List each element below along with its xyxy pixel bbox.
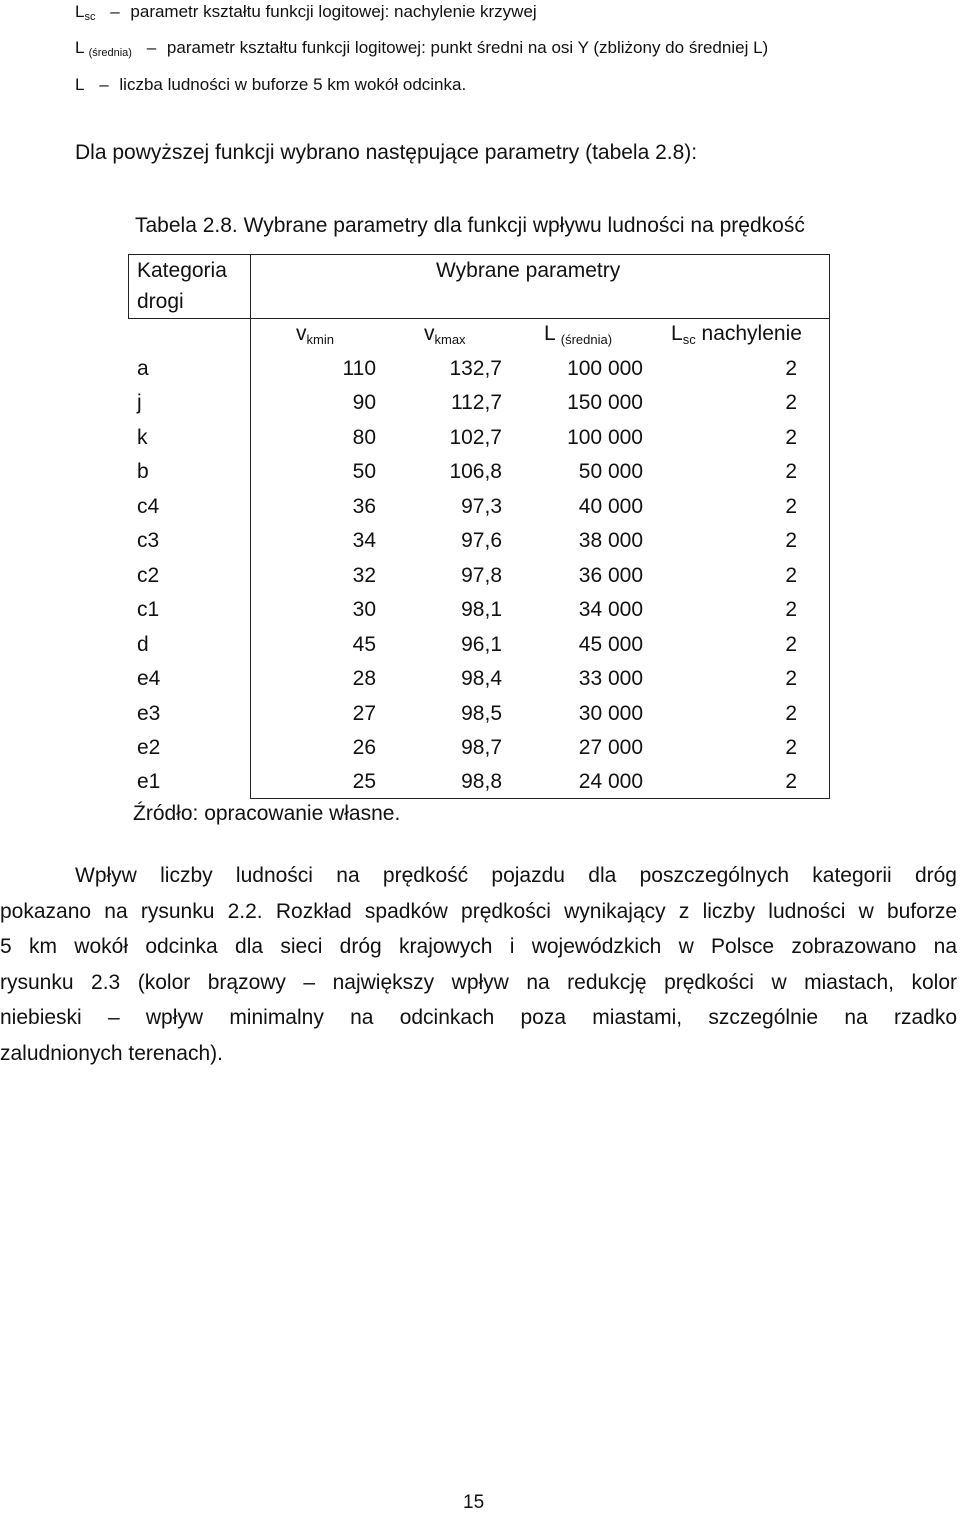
cell-vkmin: 36 <box>352 494 376 518</box>
cell-lsr: 33 000 <box>578 667 643 691</box>
cell-vkmin: 110 <box>342 357 376 380</box>
header-group: Wybrane parametry <box>436 259 621 282</box>
table-border-header <box>128 318 830 319</box>
cell-lsc: 2 <box>785 701 797 725</box>
cell-lsc: 2 <box>785 770 797 794</box>
symbol: L $_{(średnia)}$ <box>75 38 132 59</box>
cell-vkmax: 112,7 <box>451 391 502 415</box>
cell-lsr: 150 000 <box>567 391 643 415</box>
cell-vkmax: 102,7 <box>449 425 502 449</box>
cell-vkmax: 97,6 <box>461 529 502 553</box>
cell-vkmin: 80 <box>352 425 376 449</box>
subheader-lsrednia: L (średnia) <box>544 322 613 347</box>
table-border-right <box>829 254 830 799</box>
cell-lsc: 2 <box>785 425 797 449</box>
subheader-lsc: Lsc nachylenie <box>671 322 802 347</box>
definition-l: L – liczba ludności w buforze 5 km wokół odcinka. <box>75 75 467 94</box>
header-category-line2: drogi <box>137 290 184 313</box>
cell-vkmin: 28 <box>352 667 376 691</box>
cell-vkmin: 50 <box>352 460 376 484</box>
cell-cat: e3 <box>137 701 161 725</box>
cell-vkmax: 98,7 <box>461 735 502 759</box>
cell-lsc: 2 <box>785 357 797 380</box>
cell-cat: c1 <box>137 598 160 622</box>
cell-vkmax: 132,7 <box>449 357 502 380</box>
cell-cat: b <box>137 460 149 484</box>
cell-lsc: 2 <box>785 632 797 656</box>
cell-cat: e2 <box>137 735 161 759</box>
table-source: Źródło: opracowanie własne. <box>133 802 401 825</box>
cell-vkmin: 34 <box>352 529 376 553</box>
cell-cat: d <box>137 632 149 656</box>
definition-text: parametr kształtu funkcji logitowej: punkt średni na osi Y (zbliżony do średniej L) <box>166 38 769 57</box>
cell-vkmax: 98,4 <box>461 667 502 691</box>
cell-vkmax: 97,3 <box>461 494 502 518</box>
cell-lsr: 24 000 <box>578 770 643 794</box>
page-number: 15 <box>463 1492 485 1513</box>
cell-vkmin: 26 <box>352 735 376 759</box>
cell-lsr: 40 000 <box>578 494 643 518</box>
cell-vkmax: 98,5 <box>461 701 502 725</box>
cell-lsr: 38 000 <box>578 529 643 553</box>
cell-lsc: 2 <box>785 735 797 759</box>
paragraph-line: pokazano na rysunku 2.2. Rozkład spadków prędkości wynikający z liczby ludności w buforze <box>0 899 957 923</box>
cell-vkmin: 27 <box>352 701 376 725</box>
subheader-vkmin: vkmin <box>296 322 334 347</box>
cell-lsr: 45 000 <box>578 632 643 656</box>
symbol: L <box>75 75 85 94</box>
cell-lsc: 2 <box>785 494 797 518</box>
cell-vkmax: 98,8 <box>461 770 502 794</box>
cell-lsr: 30 000 <box>578 701 643 725</box>
paragraph-line: 5 km wokół odcinka dla sieci dróg krajowych i wojewódzkich w Polsce zobrazowano na <box>0 935 957 959</box>
cell-lsr: 36 000 <box>578 563 643 587</box>
cell-vkmax: 98,1 <box>461 598 502 622</box>
paragraph-line: niebieski – wpływ minimalny na odcinkach poza miastami, szczególnie na rzadko <box>0 1006 957 1030</box>
cell-lsr: 100 000 <box>567 357 643 380</box>
table-border-bottom <box>250 798 830 799</box>
cell-cat: c3 <box>137 529 160 553</box>
table-border-divider <box>250 254 251 799</box>
cell-vkmax: 96,1 <box>461 632 502 656</box>
cell-lsc: 2 <box>785 529 797 553</box>
definition-text: liczba ludności w buforze 5 km wokół odcinka. <box>119 75 467 94</box>
definition-lsrednia: L $_{(średnia)}$ – parametr kształtu funkcji logitowej: punkt średni na osi Y (zbliżony do średniej L) <box>75 38 768 63</box>
cell-vkmax: 97,8 <box>461 563 502 587</box>
cell-vkmin: 45 <box>352 632 376 656</box>
cell-vkmin: 32 <box>352 563 376 587</box>
cell-lsc: 2 <box>785 667 797 691</box>
cell-cat: e4 <box>137 667 161 691</box>
table-caption: Tabela 2.8. Wybrane parametry dla funkcji wpływu ludności na prędkość <box>135 214 805 237</box>
table-border-top <box>128 254 830 255</box>
cell-lsc: 2 <box>785 563 797 587</box>
paragraph-line: Wpływ liczby ludności na prędkość pojazdu dla poszczególnych kategorii dróg <box>75 864 957 887</box>
cell-cat: j <box>137 391 142 415</box>
cell-lsr: 50 000 <box>578 460 643 484</box>
intro-text: Dla powyższej funkcji wybrano następujące parametry (tabela 2.8): <box>75 141 698 164</box>
cell-lsr: 100 000 <box>567 425 643 449</box>
cell-lsc: 2 <box>785 460 797 484</box>
table-border-left <box>128 254 129 319</box>
paragraph-line: rysunku 2.3 (kolor brązowy – największy wpływ na redukcję prędkości w miastach, kolor <box>0 970 957 994</box>
cell-cat: k <box>137 425 148 449</box>
definition-lsc: $L_{sc}$ – parametr kształtu funkcji logitowej: nachylenie krzywej <box>75 2 537 27</box>
cell-vkmax: 106,8 <box>449 460 502 484</box>
paragraph-line: zaludnionych terenach). <box>0 1042 223 1065</box>
cell-vkmin: 30 <box>352 598 376 622</box>
definition-text: parametr kształtu funkcji logitowej: nachylenie krzywej <box>130 2 537 21</box>
subheader-vkmax: vkmax <box>424 322 466 347</box>
cell-lsr: 27 000 <box>578 735 643 759</box>
cell-lsr: 34 000 <box>578 598 643 622</box>
cell-lsc: 2 <box>785 391 797 415</box>
symbol: $L_{sc}$ <box>75 2 96 23</box>
cell-vkmin: 25 <box>352 770 376 794</box>
cell-cat: e1 <box>137 770 161 794</box>
cell-cat: c4 <box>137 494 160 518</box>
header-category-line1: Kategoria <box>137 259 227 282</box>
cell-cat: a <box>137 357 149 380</box>
cell-vkmin: 90 <box>352 391 376 415</box>
cell-cat: c2 <box>137 563 160 587</box>
cell-lsc: 2 <box>785 598 797 622</box>
